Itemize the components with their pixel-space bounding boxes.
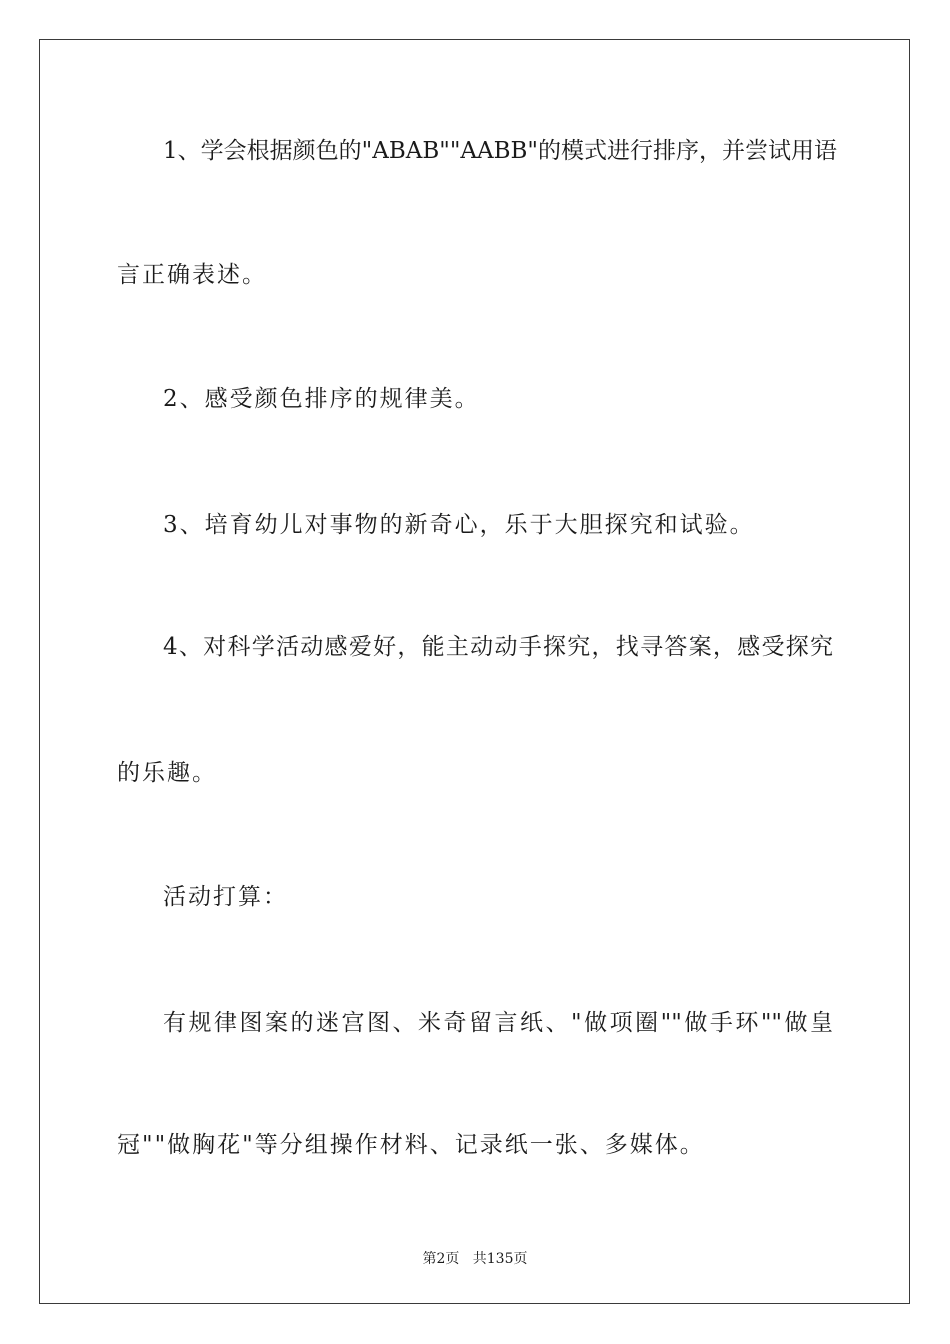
section-heading-activity-plan: 活动打算： [163,884,288,910]
paragraph-1-line-2: 言正确表述。 [117,262,267,288]
page-total: 共135页 [472,1251,528,1267]
paragraph-2: 2、感受颜色排序的规律美。 [163,386,480,412]
paragraph-1-line-1: 1、学会根据颜色的"ABAB""AABB"的模式进行排序，并尝试用语 [163,138,837,164]
paragraph-4-line-1: 4、对科学活动感爱好，能主动动手探究，找寻答案，感受探究 [163,634,833,660]
paragraph-4-line-2: 的乐趣。 [117,760,217,786]
page-number: 第2页 [422,1251,460,1267]
paragraph-3: 3、培育幼儿对事物的新奇心，乐于大胆探究和试验。 [163,512,755,538]
page-footer [0,1248,950,1268]
page-border [39,39,910,1304]
paragraph-6-line-1: 有规律图案的迷宫图、米奇留言纸、"做项圈""做手环""做皇 [163,1010,833,1036]
paragraph-6-line-2: 冠""做胸花"等分组操作材料、记录纸一张、多媒体。 [117,1132,705,1158]
